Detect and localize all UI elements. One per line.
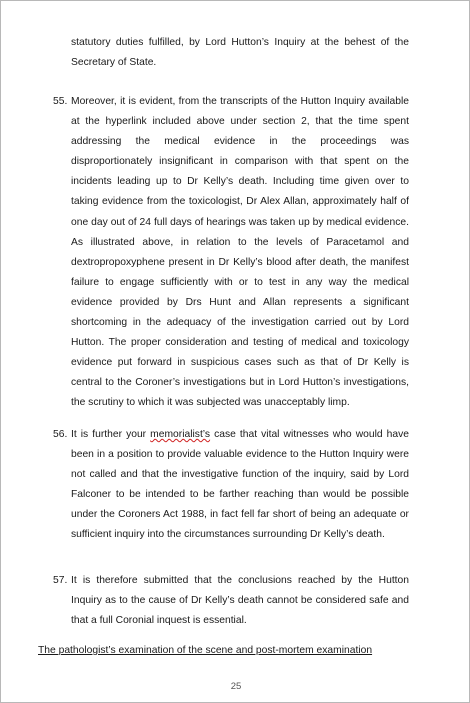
paragraph-body: Moreover, it is evident, from the transcripts of the Hutton Inquiry available at the hyperlink included above under section 2, that the time spent addressing the medical evidence in the proceedings was disproportionately insignificant in comparison with that spent on the incidents leading up to Dr Kelly’s death. Including time given over to taking evidence from the toxicologist, Dr Alex Allan, approximately half of one day out of 24 full days of hearings was taken up by medical evidence. As illustrated above, in relation to the levels of Paracetamol and dextropropoxyphene present in Dr Kelly’s blood after death, the manifest failure to engage sufficiently with or to test in any way the medical evidence provided by Drs Hunt and Allan represents a significant shortcoming in the adequacy of the investigation carried out by Lord Hutton. The proper consideration and testing of medical and toxicology evidence put forward in suspicious cases such as that of Dr Kelly is central to the Coroner’s investigations but in Lord Hutton’s investigations, the scrutiny to which it was subjected was unacceptably limp. [71,96,409,409]
paragraph-number: 56. [53,429,68,440]
section-heading: The pathologist’s examination of the scene and post-mortem examination [38,645,373,656]
paragraph-text-end: case that vital witnesses who would have been in a position to provide valuable evidence to the Hutton Inquiry were not called and that the investigative function of the inquiry, said by Lord Falconer to be intended to be farther reaching than would be possible under the Coroners Act 1988, in fact fell far short of being an adequate or sufficient inquiry into the circumstances surrounding Dr Kelly’s death. [71,429,409,541]
paragraph-56 [53,425,409,546]
paragraph-number: 57. [53,575,68,586]
page-number: 25 [230,681,242,692]
spellcheck-flagged-word[interactable]: memorialist’s [150,429,211,440]
paragraph-number: 55. [53,96,68,107]
paragraph-57 [53,571,409,631]
paragraph-fragment: statutory duties fulfilled, by Lord Hutton’s Inquiry at the behest of the Secretary of State. [71,37,409,69]
paragraph-body: It is therefore submitted that the conclusions reached by the Hutton Inquiry as to the cause of Dr Kelly’s death cannot be considered safe and that a full Coronial inquest is essential. [71,575,409,627]
paragraph-text-start: It is further your [71,429,151,440]
paragraph-body [71,425,409,546]
paragraph-55 [53,92,409,414]
